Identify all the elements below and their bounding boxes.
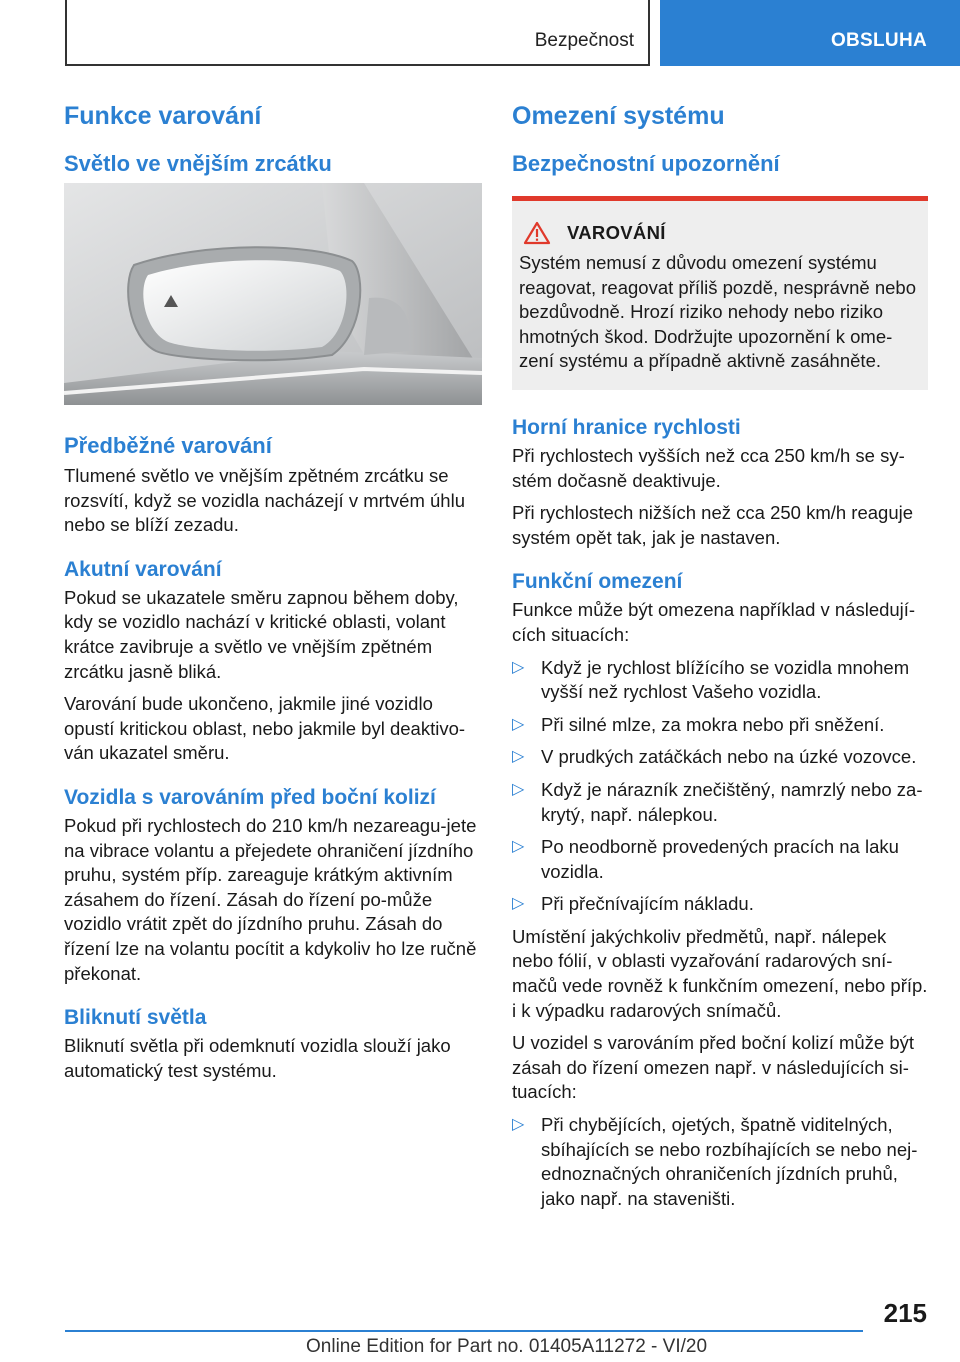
bullet-arrow-icon: ▷ (512, 838, 525, 856)
left-s2-p2: Varování bude ukončeno, jakmile jiné vozidlo opustí kritickou oblast, nebo jakmile byl deaktivo‐ván ukazatel směru. (64, 693, 466, 764)
left-title: Funkce varování (64, 102, 262, 130)
right-s1-title: Horní hranice rychlosti (512, 415, 741, 439)
left-subtitle: Světlo ve vnějším zrcátku (64, 151, 332, 176)
bullet-arrow-icon: ▷ (512, 748, 525, 766)
warning-header (519, 221, 921, 245)
list-item: ▷ Po neodborně provedených pracích na laku vozidla. (512, 836, 899, 882)
warning-text: Systém nemusí z důvodu omezení systému reagovat, reagovat příliš pozdě, nesprávně nebo bezdůvodně. Hrozí riziko nehody nebo riziko hmotných škod. Dodržujte upozornění k ome‐zení systému a případně aktivně zasáhněte. (519, 252, 916, 372)
mirror-warning-light-photo (64, 183, 482, 405)
bullet-arrow-icon: ▷ (512, 895, 525, 913)
right-s2-p1: Funkce může být omezena například v následují‐cích situacích: (512, 599, 916, 645)
list-item: ▷ Při silné mlze, za mokra nebo při sněžení. (512, 713, 928, 738)
bullet-arrow-icon: ▷ (512, 780, 525, 798)
mirror-illustration (64, 183, 482, 405)
left-s1-p1: Tlumené světlo ve vnějším zpětném zrcátku se rozsvítí, když se vozidla nacházejí v mrtvém úhlu nebo se blíží zezadu. (64, 465, 465, 536)
bullet-arrow-icon: ▷ (512, 715, 525, 733)
list-item: ▷ Při chybějících, ojetých, špatně viditelných, sbíhajících se nebo rozbíhajících se nebo nej‐ednoznačných ohraničeních jízdních pruhů, jako např. na staveništi. (512, 1114, 918, 1209)
left-s4-title: Bliknutí světla (64, 1006, 207, 1030)
right-s2-title: Funkční omezení (512, 570, 683, 594)
left-column (64, 100, 482, 1091)
list-item: ▷ V prudkých zatáčkách nebo na úzké vozovce. (512, 745, 928, 770)
bullet-list-2 (512, 1113, 928, 1211)
left-s2-title: Akutní varování (64, 557, 222, 581)
bullet-arrow-icon: ▷ (512, 1116, 525, 1134)
footer-divider (65, 1330, 863, 1332)
header-chapter-title: OBSLUHA (830, 30, 927, 51)
header-chapter-tab (660, 0, 960, 66)
left-s2-p1: Pokud se ukazatele směru zapnou během doby, kdy se vozidlo nachází v kritické oblasti, volant krátce zavibruje a světlo ve vnějším zpětném zrcátku jasně bliká. (64, 586, 459, 682)
right-s2-p2: Umístění jakýchkoliv předmětů, např. nálepek nebo fólií, v oblasti vyzařování radarových sní‐mačů vede rovněž k funkčním omezení, nebo příp. i k výpadku radarových snímačů. (512, 925, 928, 1021)
bullet-list-1 (512, 656, 928, 917)
left-s4-p1: Bliknutí světla při odemknutí vozidla slouží jako automatický test systému. (64, 1035, 451, 1081)
right-column (512, 100, 928, 1219)
header-section-title: Bezpečnost (534, 30, 634, 51)
right-s1-p2: Při rychlostech nižších než cca 250 km/h reaguje systém opět tak, jak je nastaven. (512, 502, 914, 548)
footer-edition: Online Edition for Part no. 01405A11272 - VI/20 (306, 1336, 708, 1357)
warning-label: VAROVÁNÍ (567, 222, 666, 243)
list-item: ▷ Když je rychlost blížícího se vozidla mnohem vyšší než rychlost Vašeho vozidla. (512, 656, 910, 703)
warning-box (512, 196, 928, 390)
warning-triangle-icon (523, 221, 551, 245)
right-s1-p1: Při rychlostech vyšších než cca 250 km/h se sy‐stém dočasně deaktivuje. (512, 444, 905, 491)
bullet-arrow-icon: ▷ (512, 658, 525, 676)
left-s1-title: Předběžné varování (64, 433, 272, 458)
list-item: ▷ Když je nárazník znečištěný, namrzlý nebo za‐krytý, např. nálepkou. (512, 778, 923, 825)
page-number: 215 (883, 1298, 927, 1328)
left-s3-p1: Pokud při rychlostech do 210 km/h nezareagu‐jete na vibrace volantu a přejedete ohraničení jízdního pruhu, systém příp. zareaguje krátkým aktivním zásahem do řízení. Zásah do řízení po‐může vozidlo vrátit zpět do jízdního pruhu. Zásah do řízení lze na volantu pocítit a kdykoliv ho lze ručně překonat. (64, 814, 477, 984)
right-title: Omezení systému (512, 102, 725, 130)
left-s3-title: Vozidla s varováním před boční kolizí (64, 785, 436, 809)
right-subtitle: Bezpečnostní upozornění (512, 151, 780, 176)
right-s2-p3: U vozidel s varováním před boční kolizí může být zásah do řízení omezen např. v následujících si‐tuacích: (512, 1032, 915, 1103)
list-item: ▷ Při přečnívajícím nákladu. (512, 892, 928, 917)
header-section-box (65, 0, 650, 66)
